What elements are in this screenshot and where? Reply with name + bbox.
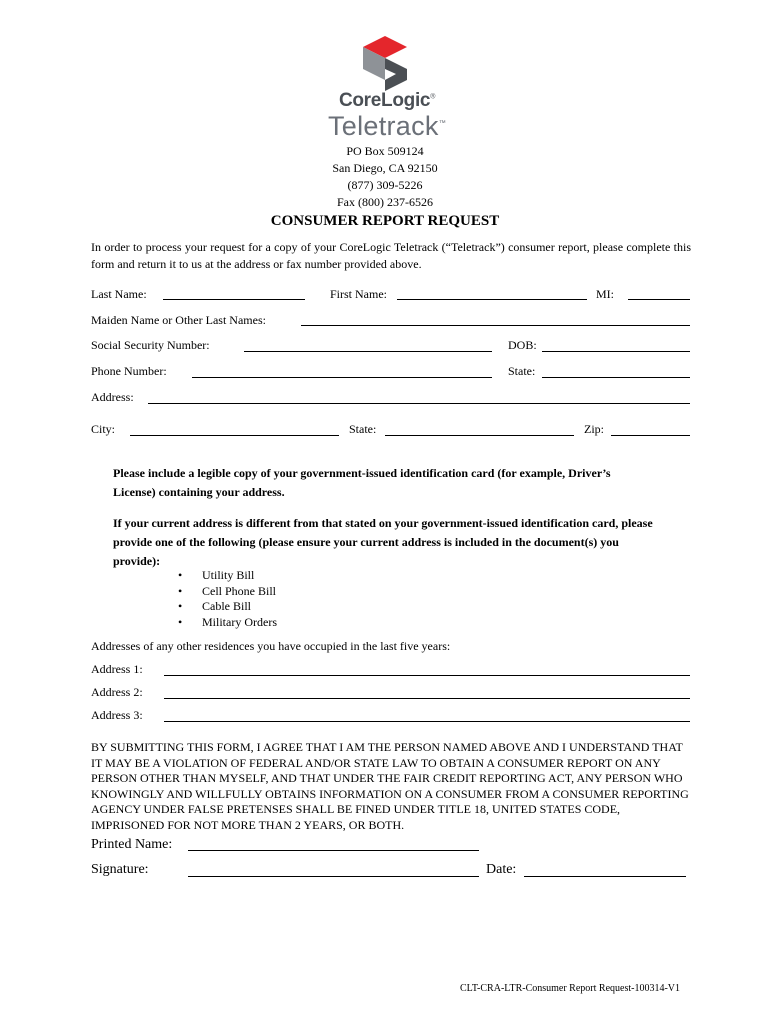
form-title: CONSUMER REPORT REQUEST (270, 213, 500, 229)
document-options-list (178, 568, 277, 631)
prior-address-3-label: Address 3: (91, 708, 143, 722)
first-name-label: First Name: (330, 287, 387, 301)
brand-name-teletrack: Teletrack™ (327, 111, 447, 141)
prior-address-2-label: Address 2: (91, 685, 143, 699)
list-item: • Cable Bill (178, 599, 251, 614)
bullet-icon: • (178, 583, 183, 598)
prior-address-2-field[interactable] (164, 698, 690, 699)
bullet-icon: • (178, 599, 183, 614)
address-line-fax: Fax (800) 237-6526 (337, 195, 433, 209)
zip-field[interactable] (611, 435, 690, 436)
date-label: Date: (486, 862, 517, 877)
date-field[interactable] (524, 876, 686, 877)
address-label: Address: (91, 390, 134, 404)
city-field[interactable] (130, 435, 339, 436)
list-item: • Military Orders (178, 615, 277, 630)
state-field[interactable] (542, 377, 690, 378)
city-state-label: State: (349, 422, 377, 436)
dob-field[interactable] (542, 351, 690, 352)
current-address-note: If your current address is different from that stated on your government-issued identification card, please provide one of the following (please ensure your current address is included in the document(s) you provide): (113, 516, 653, 568)
dob-label: DOB: (508, 338, 537, 352)
prior-address-1-label: Address 1: (91, 662, 143, 676)
phone-label: Phone Number: (91, 364, 167, 378)
middle-initial-field[interactable] (628, 299, 690, 300)
bullet-icon: • (178, 615, 183, 630)
last-name-field[interactable] (163, 299, 305, 300)
bullet-icon: • (178, 568, 183, 582)
printed-name-field[interactable] (188, 850, 479, 851)
maiden-name-label: Maiden Name or Other Last Names: (91, 313, 266, 327)
prior-address-1-field[interactable] (164, 675, 690, 676)
first-name-field[interactable] (397, 299, 587, 300)
zip-label: Zip: (584, 422, 604, 436)
signature-label: Signature: (91, 862, 149, 877)
address-line-city: San Diego, CA 92150 (332, 161, 438, 175)
printed-name-label: Printed Name: (91, 837, 173, 852)
address-field[interactable] (148, 403, 690, 404)
maiden-name-field[interactable] (301, 325, 690, 326)
id-card-note: Please include a legible copy of your government-issued identification card (for example, Driver’s License) containing your address. (113, 466, 611, 499)
city-label: City: (91, 422, 116, 436)
address-line-po-box: PO Box 509124 (346, 144, 424, 158)
ssn-label: Social Security Number: (91, 338, 210, 352)
address-line-phone: (877) 309-5226 (347, 178, 423, 192)
prior-address-3-field[interactable] (164, 721, 690, 722)
brand-name-corelogic: CoreLogic® (338, 90, 436, 111)
form-code-footer: CLT-CRA-LTR-Consumer Report Request-100314-V1 (460, 983, 680, 994)
state-label: State: (508, 364, 536, 378)
prior-residences-label: Addresses of any other residences you have occupied in the last five years: (91, 639, 451, 653)
middle-initial-label: MI: (596, 287, 614, 301)
list-item: • Cell Phone Bill (178, 583, 277, 598)
ssn-field[interactable] (244, 351, 492, 352)
intro-paragraph: In order to process your request for a copy of your CoreLogic Teletrack (“Teletrack”) consumer report, please complete this form and return it to us at the address or fax number provided above. (91, 240, 691, 271)
legal-attestation: BY SUBMITTING THIS FORM, I AGREE THAT I AM THE PERSON NAMED ABOVE AND I UNDERSTAND THAT IT MAY BE A VIOLATION OF FEDERAL AND/OR STATE LAW TO OBTAIN A CONSUMER REPORT ON ANY PERSON OTHER THAN MYSELF, AND THAT UNDER THE FAIR CREDIT REPORTING ACT, ANY PERSON WHO KNOWINGLY AND WILLFULLY OBTAINS INFORMATION ON A CONSUMER FROM A CONSUMER REPORTING AGENCY UNDER FALSE PRETENSES SHALL BE FINED UNDER TITLE 18, UNITED STATES CODE, IMPRISONED FOR NOT MORE THAN 2 YEARS, OR BOTH. (91, 740, 689, 832)
signature-field[interactable] (188, 876, 479, 877)
last-name-label: Last Name: (91, 287, 147, 301)
city-state-field[interactable] (385, 435, 574, 436)
list-item: • Utility Bill (178, 568, 255, 582)
phone-field[interactable] (192, 377, 492, 378)
